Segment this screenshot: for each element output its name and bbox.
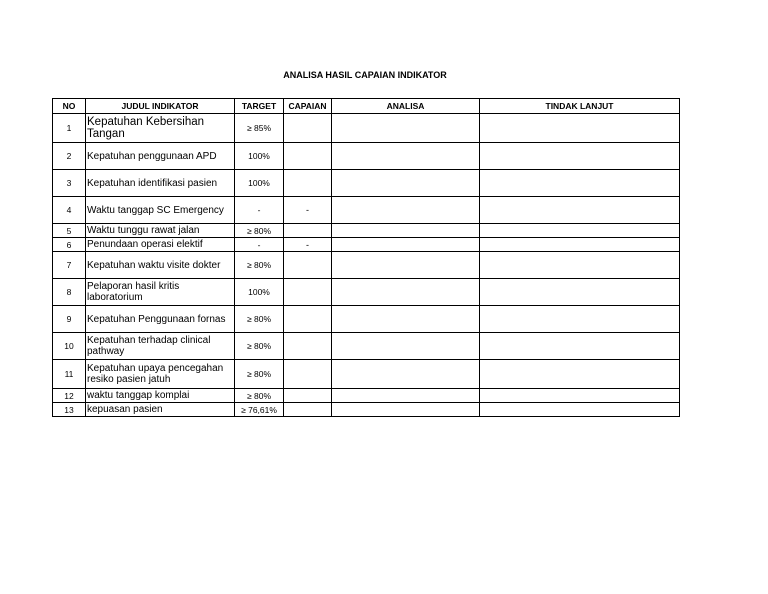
row-target: - (235, 238, 284, 252)
row-judul: waktu tanggap komplai (86, 389, 235, 403)
row-judul: Pelaporan hasil kritis laboratorium (86, 279, 235, 306)
table-row (53, 143, 680, 170)
row-target: ≥ 80% (235, 252, 284, 279)
row-no: 8 (53, 279, 86, 306)
row-no: 2 (53, 143, 86, 170)
row-target: ≥ 85% (235, 114, 284, 143)
header-no: NO (53, 99, 86, 114)
row-judul: Kepatuhan Penggunaan fornas (86, 306, 235, 333)
row-analisa (332, 143, 480, 170)
row-judul: Penundaan operasi elektif (86, 238, 235, 252)
row-capaian (284, 114, 332, 143)
row-no: 12 (53, 389, 86, 403)
row-no: 1 (53, 114, 86, 143)
row-analisa (332, 197, 480, 224)
table-row (53, 333, 680, 360)
header-tindak-lanjut: TINDAK LANJUT (480, 99, 680, 114)
header-analisa: ANALISA (332, 99, 480, 114)
table-row (53, 389, 680, 403)
row-capaian (284, 403, 332, 417)
row-target: 100% (235, 279, 284, 306)
row-capaian (284, 279, 332, 306)
row-capaian (284, 306, 332, 333)
row-judul: Kepatuhan terhadap clinical pathway (86, 333, 235, 360)
row-capaian (284, 333, 332, 360)
row-tindak-lanjut (480, 170, 680, 197)
row-target: ≥ 80% (235, 360, 284, 389)
row-no: 10 (53, 333, 86, 360)
row-tindak-lanjut (480, 279, 680, 306)
row-capaian (284, 170, 332, 197)
row-no: 4 (53, 197, 86, 224)
row-analisa (332, 333, 480, 360)
row-tindak-lanjut (480, 306, 680, 333)
row-tindak-lanjut (480, 143, 680, 170)
row-tindak-lanjut (480, 114, 680, 143)
row-analisa (332, 238, 480, 252)
row-analisa (332, 306, 480, 333)
row-no: 11 (53, 360, 86, 389)
row-judul: Kepatuhan identifikasi pasien (86, 170, 235, 197)
table-row (53, 306, 680, 333)
row-tindak-lanjut (480, 224, 680, 238)
row-target: ≥ 80% (235, 333, 284, 360)
table-row (53, 360, 680, 389)
row-analisa (332, 252, 480, 279)
row-analisa (332, 170, 480, 197)
row-tindak-lanjut (480, 252, 680, 279)
row-judul: Kepatuhan waktu visite dokter (86, 252, 235, 279)
row-analisa (332, 114, 480, 143)
header-target: TARGET (235, 99, 284, 114)
header-capaian: CAPAIAN (284, 99, 332, 114)
row-capaian (284, 252, 332, 279)
row-target: ≥ 76,61% (235, 403, 284, 417)
row-analisa (332, 279, 480, 306)
row-capaian (284, 224, 332, 238)
row-tindak-lanjut (480, 403, 680, 417)
row-judul: kepuasan pasien (86, 403, 235, 417)
indicator-table (52, 98, 680, 417)
table-row (53, 279, 680, 306)
document-title: ANALISA HASIL CAPAIAN INDIKATOR (283, 70, 447, 80)
row-target: 100% (235, 143, 284, 170)
row-tindak-lanjut (480, 360, 680, 389)
table-row (53, 197, 680, 224)
row-analisa (332, 403, 480, 417)
row-no: 6 (53, 238, 86, 252)
row-target: ≥ 80% (235, 389, 284, 403)
row-capaian (284, 143, 332, 170)
table-row (53, 252, 680, 279)
row-capaian: - (284, 238, 332, 252)
row-no: 13 (53, 403, 86, 417)
row-tindak-lanjut (480, 238, 680, 252)
table-row (53, 403, 680, 417)
row-analisa (332, 389, 480, 403)
row-judul: Waktu tunggu rawat jalan (86, 224, 235, 238)
table-row (53, 224, 680, 238)
header-judul-indikator: JUDUL INDIKATOR (86, 99, 235, 114)
table-row (53, 238, 680, 252)
row-judul: Kepatuhan penggunaan APD (86, 143, 235, 170)
row-no: 5 (53, 224, 86, 238)
row-tindak-lanjut (480, 197, 680, 224)
row-judul: Kepatuhan upaya pencegahan resiko pasien jatuh (86, 360, 235, 389)
row-target: ≥ 80% (235, 306, 284, 333)
table-row (53, 114, 680, 143)
row-no: 9 (53, 306, 86, 333)
table-row (53, 170, 680, 197)
row-analisa (332, 360, 480, 389)
row-capaian: - (284, 197, 332, 224)
row-tindak-lanjut (480, 389, 680, 403)
row-capaian (284, 389, 332, 403)
row-analisa (332, 224, 480, 238)
row-capaian (284, 360, 332, 389)
row-tindak-lanjut (480, 333, 680, 360)
row-target: ≥ 80% (235, 224, 284, 238)
table-header-row (53, 99, 680, 114)
row-judul: Waktu tanggap SC Emergency (86, 197, 235, 224)
row-target: - (235, 197, 284, 224)
row-target: 100% (235, 170, 284, 197)
row-no: 3 (53, 170, 86, 197)
row-judul: Kepatuhan Kebersihan Tangan (86, 114, 235, 143)
row-no: 7 (53, 252, 86, 279)
